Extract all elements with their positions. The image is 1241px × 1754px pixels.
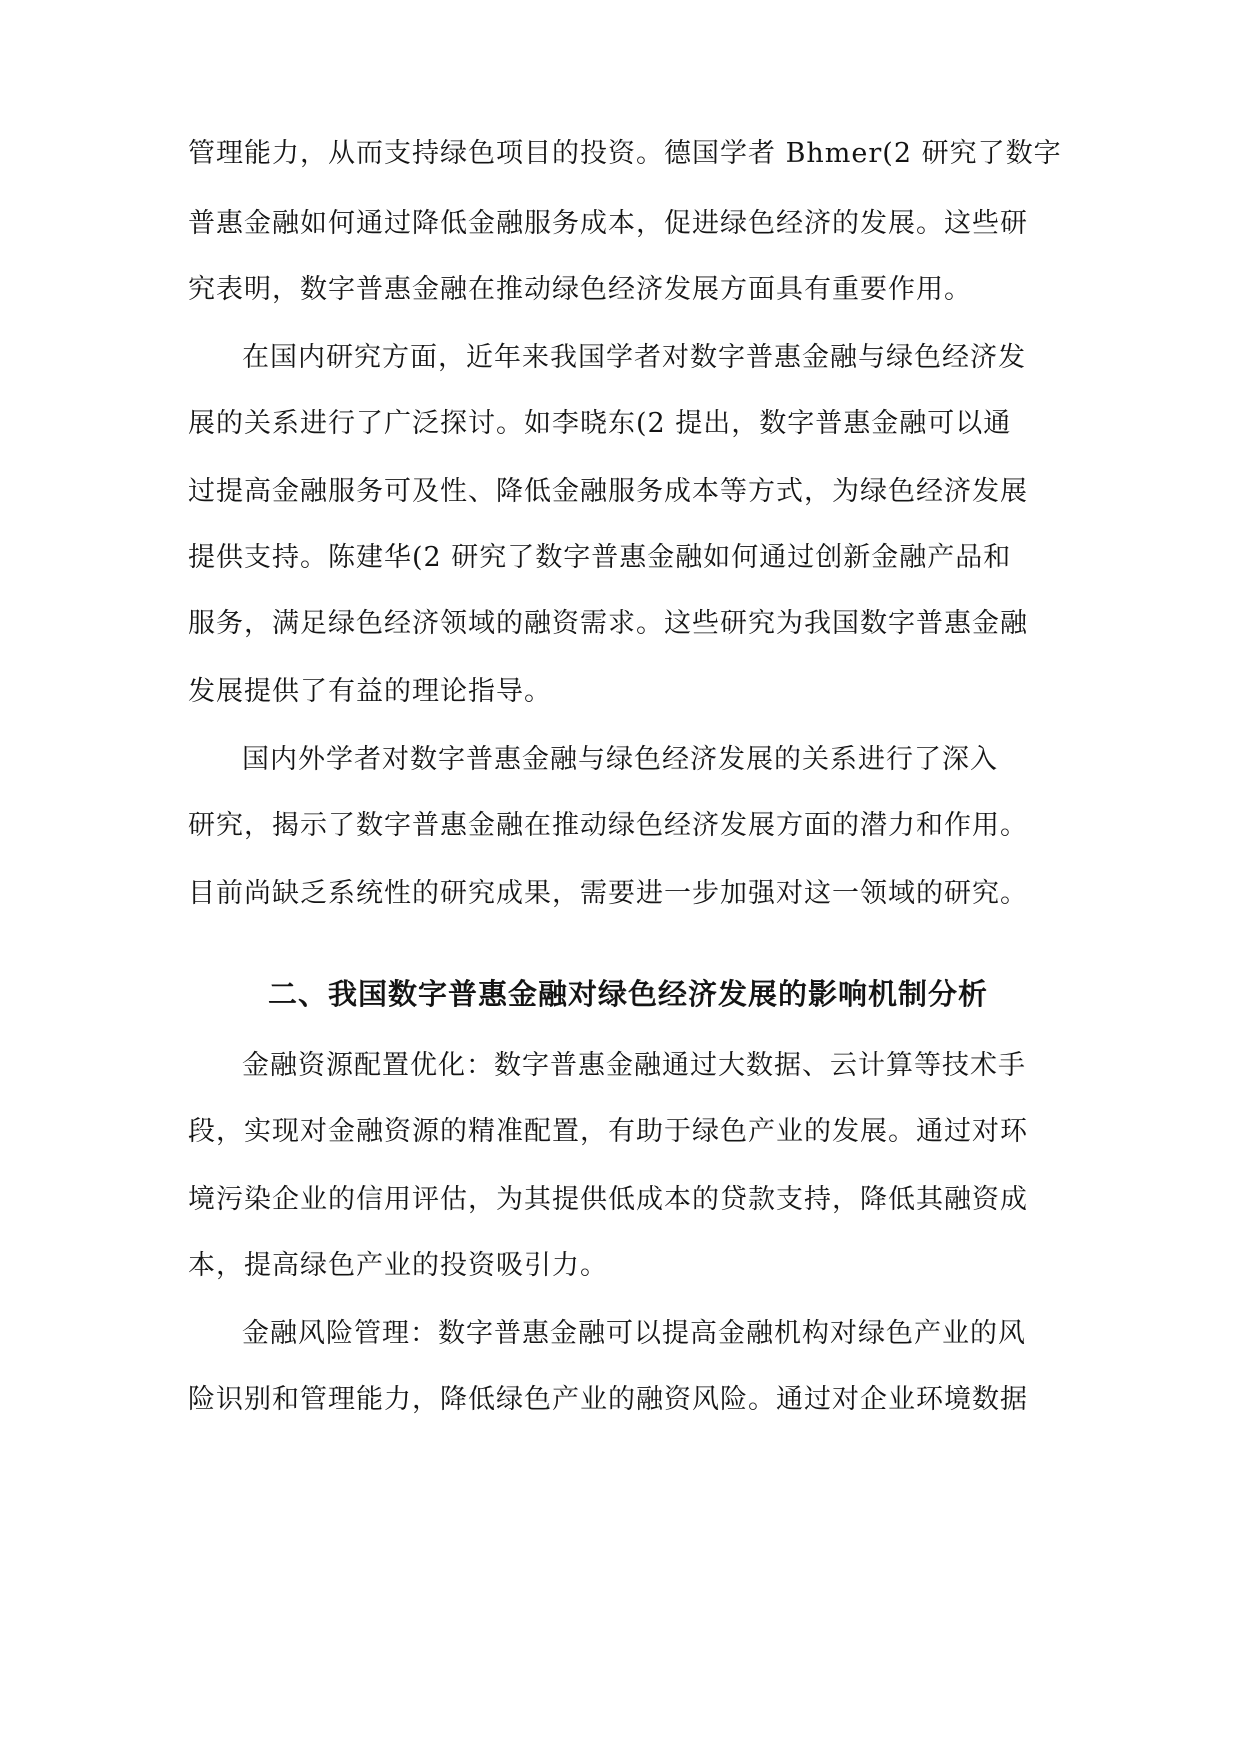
text-line: 究表明，数字普惠金融在推动绿色经济发展方面具有重要作用。 xyxy=(188,274,972,305)
text-line: 研究，揭示了数字普惠金融在推动绿色经济发展方面的潜力和作用。 xyxy=(188,810,1028,841)
text-line: 普惠金融如何通过降低金融服务成本，促进绿色经济的发展。这些研 xyxy=(188,208,1028,239)
text-line: 服务，满足绿色经济领域的融资需求。这些研究为我国数字普惠金融 xyxy=(188,608,1028,639)
text-line: 在国内研究方面，近年来我国学者对数字普惠金融与绿色经济发 xyxy=(242,342,1026,373)
text-line: 境污染企业的信用评估，为其提供低成本的贷款支持，降低其融资成 xyxy=(188,1184,1028,1215)
section-heading: 二、我国数字普惠金融对绿色经济发展的影响机制分析 xyxy=(267,977,988,1011)
text-line: 金融风险管理：数字普惠金融可以提高金融机构对绿色产业的风 xyxy=(242,1318,1026,1349)
text-line: 管理能力，从而支持绿色项目的投资。德国学者 Bhmer(2 研究了数字 xyxy=(188,138,1062,169)
text-line: 国内外学者对数字普惠金融与绿色经济发展的关系进行了深入 xyxy=(242,744,998,775)
text-line: 展的关系进行了广泛探讨。如李晓东(2 提出，数字普惠金融可以通 xyxy=(188,408,1012,439)
text-line: 段，实现对金融资源的精准配置，有助于绿色产业的发展。通过对环 xyxy=(188,1116,1028,1147)
text-line: 本，提高绿色产业的投资吸引力。 xyxy=(188,1250,608,1281)
text-line: 金融资源配置优化：数字普惠金融通过大数据、云计算等技术手 xyxy=(242,1050,1026,1081)
text-line: 提供支持。陈建华(2 研究了数字普惠金融如何通过创新金融产品和 xyxy=(188,542,1012,573)
text-line: 过提高金融服务可及性、降低金融服务成本等方式，为绿色经济发展 xyxy=(188,476,1028,507)
text-line: 险识别和管理能力，降低绿色产业的融资风险。通过对企业环境数据 xyxy=(188,1384,1028,1415)
text-line: 目前尚缺乏系统性的研究成果，需要进一步加强对这一领域的研究。 xyxy=(188,878,1028,909)
text-line: 发展提供了有益的理论指导。 xyxy=(188,676,552,707)
